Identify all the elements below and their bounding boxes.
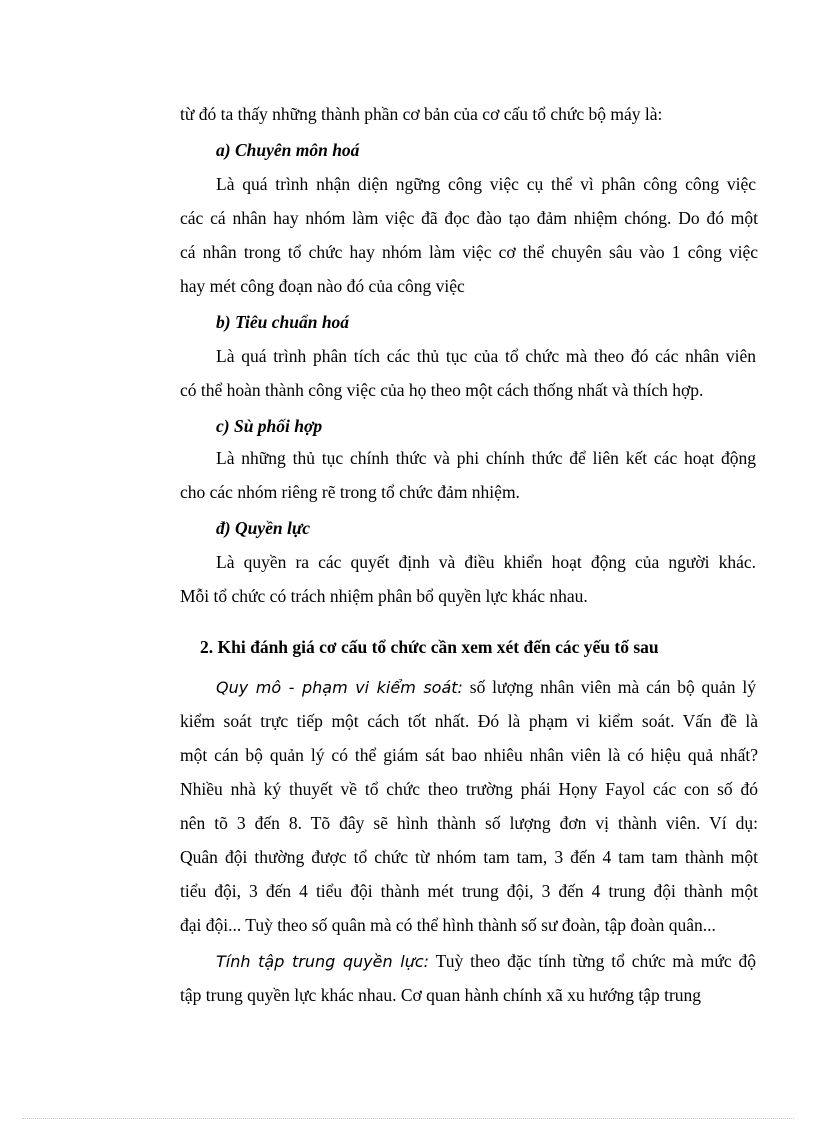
section-a-line-4: hay mét công đoạn nào đó của công việc	[180, 276, 465, 296]
section-a-line-1: Là quá trình nhận diện ngững công việc cụ thể vì phân công công việc	[216, 174, 756, 194]
section-a-title: a) Chuyên môn hoá	[216, 140, 360, 160]
section-a-line-2: các cá nhân hay nhóm làm việc đã đọc đào tạo đảm nhiệm chóng. Do đó một	[180, 208, 758, 228]
centralization-line-1	[216, 944, 756, 979]
section-d-line-2: Mỗi tổ chức có trách nhiệm phân bổ quyền lực khác nhau.	[180, 586, 588, 606]
scope-line-6: Quân đội thường được tổ chức từ nhóm tam tam, 3 đến 4 tam tam thành một	[180, 847, 758, 867]
section-c-title: c) Sù phối hợp	[216, 416, 323, 436]
scope-label: Quy mô - phạm vi kiểm soát:	[216, 678, 463, 697]
section-c-line-2: cho các nhóm riêng rẽ trong tổ chức đảm nhiệm.	[180, 482, 520, 502]
section-b-title: b) Tiêu chuẩn hoá	[216, 312, 350, 332]
section-d-title: đ) Quyền lực	[216, 518, 311, 538]
section-b-line-2: có thể hoàn thành công việc của họ theo một cách thống nhất và thích hợp.	[180, 380, 704, 400]
scope-line-8: đại đội... Tuỳ theo số quân mà có thể hình thành số sư đoàn, tập đoàn quân...	[180, 915, 716, 935]
scope-line-3: một cán bộ quản lý có thể giám sát bao nhiêu nhân viên là có hiệu quả nhất?	[180, 745, 758, 765]
scope-line-7: tiểu đội, 3 đến 4 tiểu đội thành mét trung đội, 3 đến 4 trung đội thành một	[180, 881, 758, 901]
scope-line-1	[216, 670, 756, 705]
centralization-line-2: tập trung quyền lực khác nhau. Cơ quan hành chính xã xu hướng tập trung	[180, 985, 702, 1005]
section-a-line-3: cá nhân trong tổ chức hay nhóm làm việc cơ thể chuyên sâu vào 1 công việc	[180, 242, 758, 262]
section-c-line-1: Là những thủ tục chính thức và phi chính thức để liên kết các hoạt động	[216, 448, 756, 468]
section-d-line-1: Là quyền ra các quyết định và điều khiển hoạt động của người khác.	[216, 552, 756, 572]
scope-line-2: kiểm soát trực tiếp một cách tốt nhất. Đó là phạm vi kiểm soát. Vấn đề là	[180, 711, 758, 731]
scope-line-4: Nhiều nhà ký thuyết về tổ chức theo trường phái Họny Fayol các con số đó	[180, 779, 758, 799]
centralization-line-1-text: Tuỳ theo đặc tính từng tổ chức mà mức độ	[429, 951, 756, 971]
scope-line-1-text: số lượng nhân viên mà cán bộ quản lý	[462, 677, 757, 697]
page-bottom-divider	[22, 1118, 794, 1119]
scope-line-5: nên tõ 3 đến 8. Tõ đây sẽ hình thành số lượng đơn vị thành viên. Ví dụ:	[180, 813, 758, 833]
section-b-line-1: Là quá trình phân tích các thủ tục của tổ chức mà theo đó các nhân viên	[216, 346, 756, 366]
section-2-heading: 2. Khi đánh giá cơ cấu tổ chức cần xem xét đến các yếu tố sau	[200, 637, 659, 657]
centralization-label: Tính tập trung quyền lực:	[216, 952, 430, 971]
intro-line: từ đó ta thấy những thành phần cơ bản của cơ cấu tổ chức bộ máy là:	[180, 104, 663, 124]
